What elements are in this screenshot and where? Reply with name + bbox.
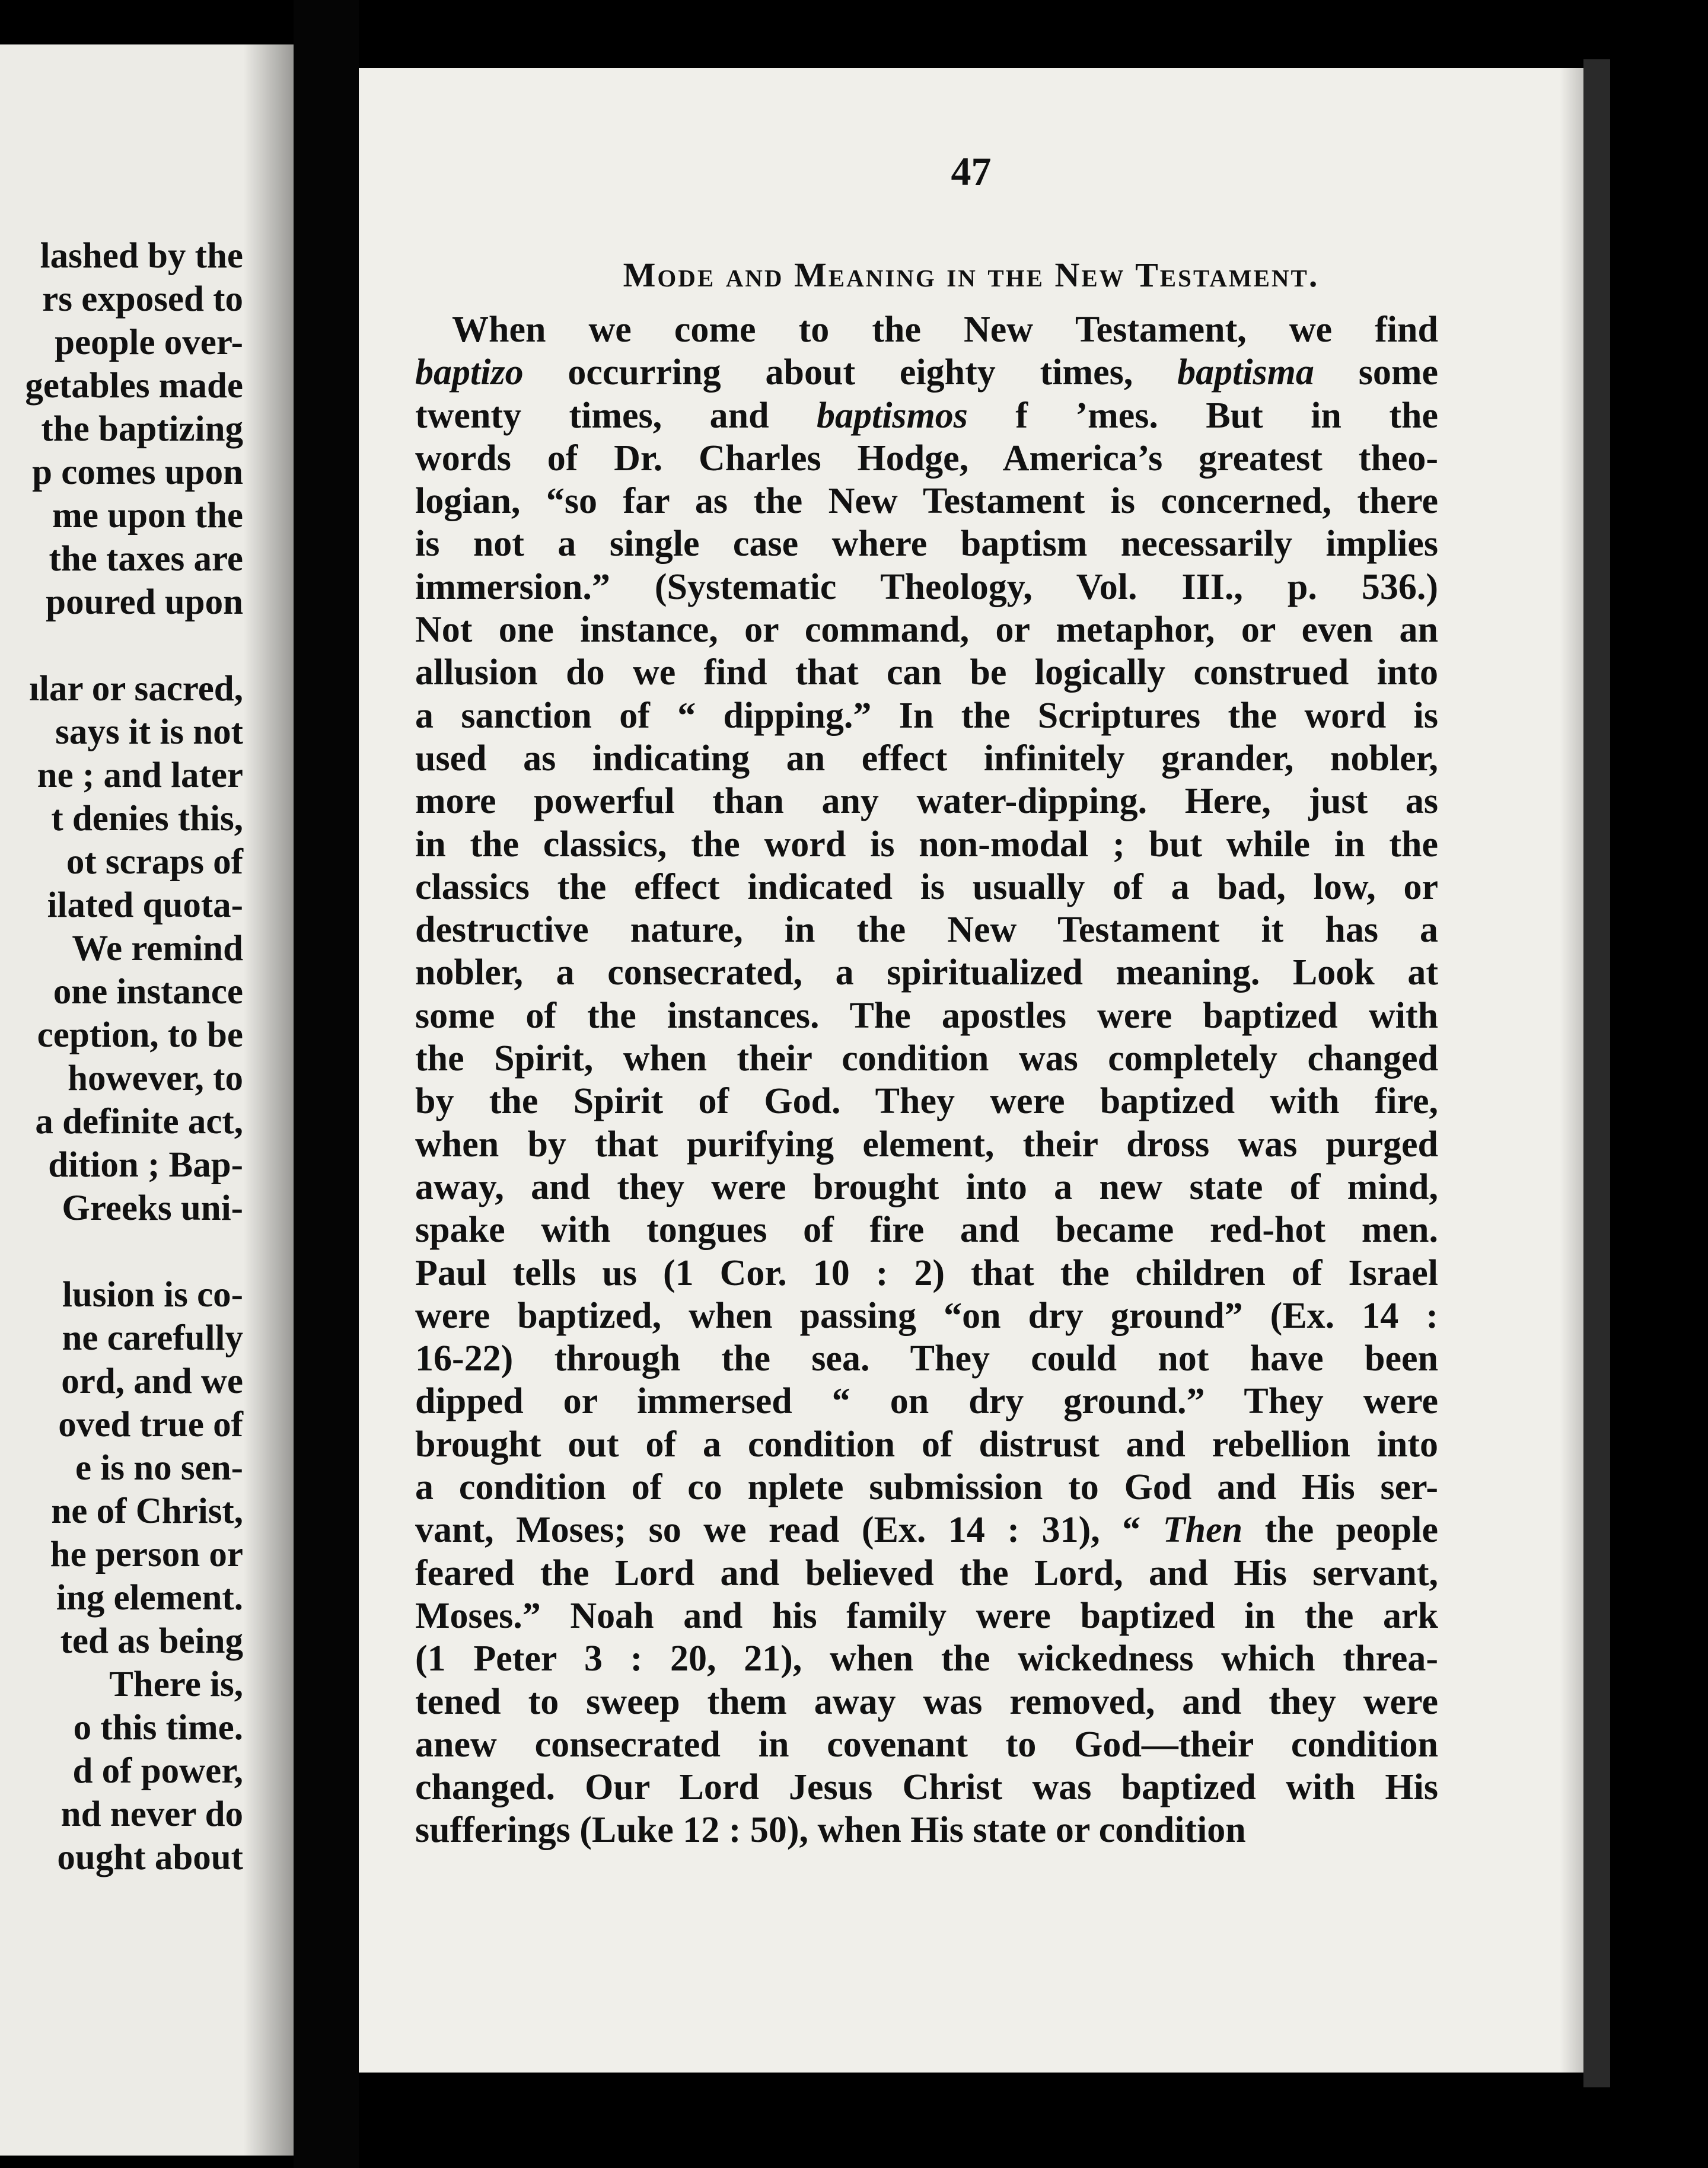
body-line: dipped or immersed “ on dry ground.” They were	[415, 1381, 1438, 1422]
body-line	[415, 1509, 1438, 1551]
previous-page-line: There is,	[109, 1665, 243, 1704]
body-line: in the classics, the word is non-modal ; but while in the	[415, 824, 1438, 865]
previous-page-line: lashed by the	[40, 236, 243, 276]
page-curl-shadow	[243, 44, 294, 2156]
body-line: nobler, a consecrated, a spiritualized meaning. Look at	[415, 952, 1438, 993]
previous-page-line: me upon the	[52, 496, 243, 535]
book-gutter	[294, 0, 359, 2168]
body-line: the Spirit, when their condition was completely changed	[415, 1038, 1438, 1079]
body-line: were baptized, when passing “on dry ground” (Ex. 14 :	[415, 1295, 1438, 1336]
text-segment: the people	[1242, 1510, 1438, 1551]
previous-page-line: ception, to be	[37, 1015, 243, 1055]
previous-page-line	[0, 1230, 243, 1273]
page-edge	[1583, 59, 1610, 2087]
page-number: 47	[951, 149, 992, 194]
body-line: feared the Lord and believed the Lord, and His servant,	[415, 1552, 1438, 1593]
body-line: a sanction of “ dipping.” In the Scriptures the word is	[415, 695, 1438, 736]
body-line: anew consecrated in covenant to God—their condition	[415, 1724, 1438, 1765]
previous-page-line: the taxes are	[49, 539, 243, 579]
previous-page-line: however, to	[68, 1059, 243, 1098]
text-segment: vant, Moses; so we read (Ex. 14 : 31), “	[415, 1510, 1163, 1551]
body-line	[415, 394, 1438, 437]
body-text	[415, 308, 1438, 1852]
body-line: sufferings (Luke 12 : 50), when His state or condition	[415, 1810, 1246, 1851]
body-line: away, and they were brought into a new state of mind,	[415, 1166, 1438, 1207]
previous-page-line: he person or	[50, 1535, 243, 1574]
previous-page-line: lusion is co-	[62, 1275, 243, 1315]
italic-term: baptizo	[415, 352, 524, 393]
previous-page-line: ne ; and later	[37, 755, 243, 795]
previous-page-line: rs exposed to	[42, 279, 243, 319]
previous-page	[0, 44, 294, 2156]
previous-page-line: d of power,	[72, 1751, 243, 1791]
previous-page-line: ted as being	[60, 1621, 243, 1661]
body-line: 16-22) through the sea. They could not have been	[415, 1338, 1438, 1379]
current-page	[359, 68, 1583, 2073]
body-line: immersion.” (Systematic Theology, Vol. III., p. 536.)	[415, 566, 1438, 607]
previous-page-line: ought about	[57, 1838, 243, 1877]
body-line: is not a single case where baptism necessarily implies	[415, 524, 1438, 565]
body-line: classics the effect indicated is usually of a bad, low, or	[415, 866, 1438, 907]
previous-page-line: o this time.	[73, 1708, 243, 1748]
body-line: Moses.” Noah and his family were baptized in the ark	[415, 1595, 1438, 1636]
previous-page-line: ılar or sacred,	[29, 669, 243, 709]
text-segment: some	[1314, 352, 1438, 393]
body-line: When we come to the New Testament, we find	[452, 310, 1438, 350]
previous-page-line: e is no sen-	[75, 1448, 243, 1488]
previous-page-line: says it is not	[55, 712, 243, 752]
previous-page-line: oved true of	[58, 1405, 243, 1445]
body-line	[415, 351, 1438, 394]
previous-page-line: Greeks uni-	[62, 1188, 243, 1228]
previous-page-line: t denies this,	[51, 799, 243, 838]
previous-page-text	[0, 234, 243, 1879]
text-segment: occurring about eighty times,	[523, 352, 1178, 393]
body-line: Not one instance, or command, or metaphor, or even an	[415, 610, 1438, 651]
body-line: destructive nature, in the New Testament it has a	[415, 910, 1438, 951]
italic-term: Then	[1162, 1510, 1243, 1551]
previous-page-line: ne carefully	[62, 1318, 243, 1358]
body-line: when by that purifying element, their dross was purged	[415, 1124, 1438, 1165]
previous-page-line: ord, and we	[61, 1362, 243, 1401]
previous-page-line: people over-	[55, 323, 243, 362]
previous-page-line: ne of Christ,	[51, 1491, 243, 1531]
body-line: more powerful than any water-dipping. Here, just as	[415, 781, 1438, 822]
body-line: allusion do we find that can be logically construed into	[415, 652, 1438, 693]
body-line: by the Spirit of God. They were baptized with fire,	[415, 1081, 1438, 1122]
text-segment: twenty times, and	[415, 395, 817, 436]
previous-page-line: We remind	[72, 929, 243, 968]
previous-page-line: nd never do	[60, 1794, 243, 1834]
previous-page-line: getables made	[25, 366, 243, 406]
previous-page-line: p comes upon	[32, 452, 243, 492]
previous-page-line: ing element.	[56, 1578, 243, 1618]
previous-page-line: the baptizing	[41, 409, 243, 449]
previous-page-line: poured upon	[46, 582, 243, 622]
body-line: (1 Peter 3 : 20, 21), when the wickedness which threa-	[415, 1638, 1438, 1679]
italic-term: baptisma	[1177, 352, 1314, 393]
body-line: words of Dr. Charles Hodge, America’s greatest theo-	[415, 438, 1438, 479]
body-line: tened to sweep them away was removed, and they were	[415, 1681, 1438, 1722]
body-line: changed. Our Lord Jesus Christ was baptized with His	[415, 1767, 1438, 1808]
previous-page-line: a definite act,	[35, 1102, 243, 1142]
body-line: a condition of co nplete submission to God and His ser-	[415, 1467, 1438, 1508]
body-line: used as indicating an effect infinitely grander, nobler,	[415, 738, 1438, 779]
previous-page-line	[0, 624, 243, 667]
previous-page-line: dition ; Bap-	[48, 1145, 243, 1185]
previous-page-line: one instance	[53, 972, 243, 1012]
section-heading: Mode and Meaning in the New Testament.	[623, 256, 1320, 294]
previous-page-line: ilated quota-	[47, 885, 243, 925]
italic-term: baptismos	[816, 395, 968, 436]
body-line: brought out of a condition of distrust and rebellion into	[415, 1424, 1438, 1465]
previous-page-line: ot scraps of	[66, 842, 243, 882]
body-line: some of the instances. The apostles were baptized with	[415, 995, 1438, 1036]
body-line: logian, “so far as the New Testament is concerned, there	[415, 481, 1438, 522]
body-line: spake with tongues of fire and became red-hot men.	[415, 1210, 1438, 1251]
body-line: Paul tells us (1 Cor. 10 : 2) that the children of Israel	[415, 1252, 1438, 1293]
text-segment: f ’mes. But in the	[967, 395, 1438, 436]
